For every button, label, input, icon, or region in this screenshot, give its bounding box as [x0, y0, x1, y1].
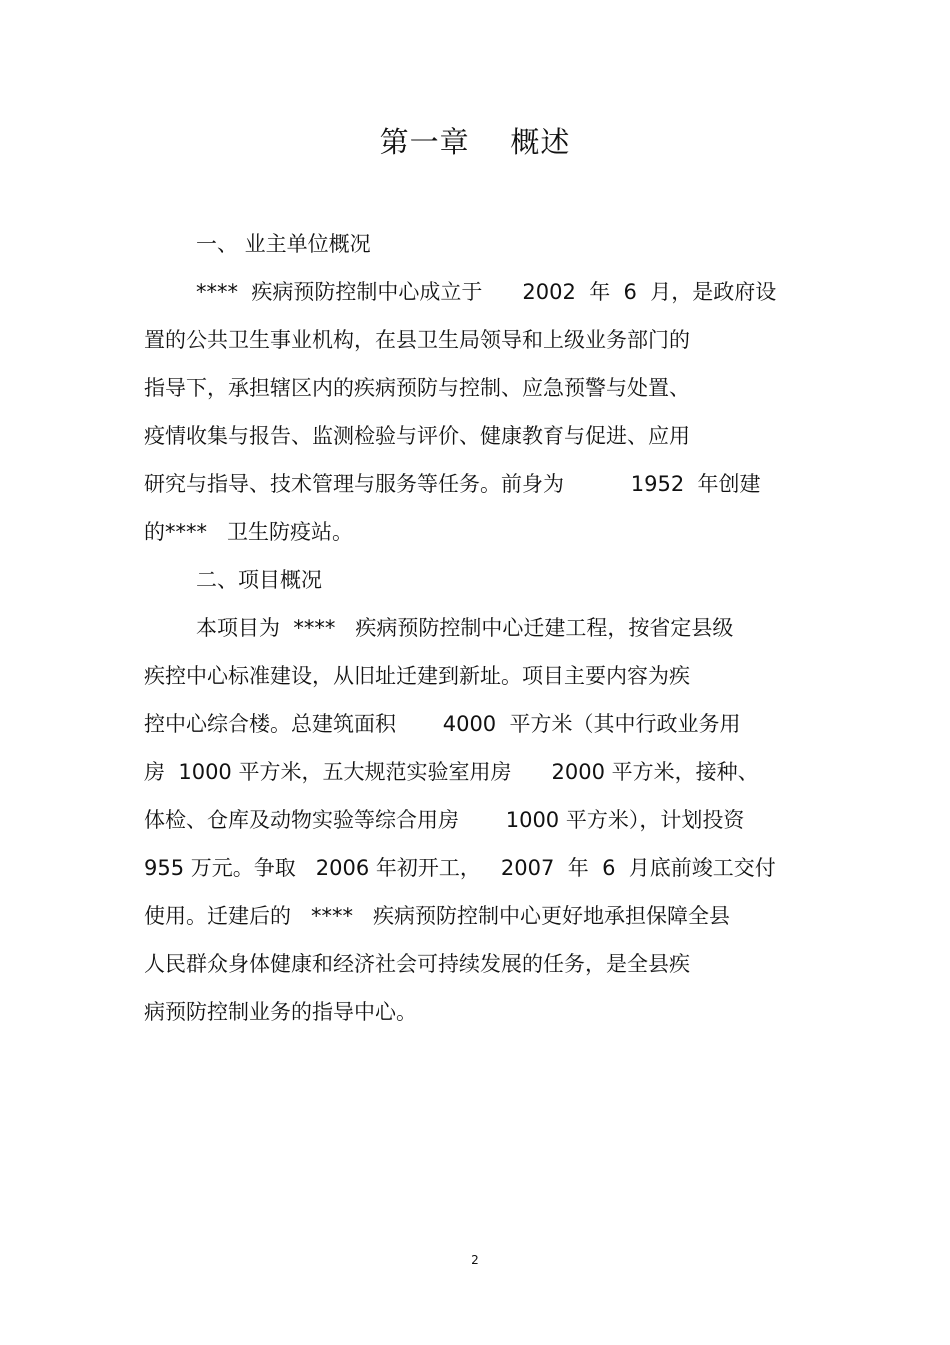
paragraph-line: **** 疾病预防控制中心成立于 2002 年 6 月，是政府设: [196, 280, 777, 304]
page-number: 2: [471, 1253, 479, 1267]
paragraph-line: 疾控中心标准建设，从旧址迁建到新址。项目主要内容为疾: [144, 664, 690, 688]
paragraph-line: 体检、仓库及动物实验等综合用房 1000 平方米），计划投资: [144, 808, 745, 832]
paragraph-line: 的**** 卫生防疫站。: [144, 520, 354, 544]
paragraph-line: 使用。迁建后的 **** 疾病预防控制中心更好地承担保障全县: [144, 904, 731, 928]
paragraph-line: 955 万元。争取 2006 年初开工， 2007 年 6 月底前竣工交付: [144, 856, 776, 880]
section-heading-owner-overview: 一、 业主单位概况: [196, 232, 371, 256]
paragraph-line: 置的公共卫生事业机构，在县卫生局领导和上级业务部门的: [144, 328, 690, 352]
paragraph-line: 指导下，承担辖区内的疾病预防与控制、应急预警与处置、: [144, 376, 690, 400]
paragraph-line: 人民群众身体健康和经济社会可持续发展的任务，是全县疾: [144, 952, 690, 976]
paragraph-line: 疫情收集与报告、监测检验与评价、健康教育与促进、应用: [144, 424, 690, 448]
paragraph-line: 病预防控制业务的指导中心。: [144, 1000, 417, 1024]
paragraph-line: 研究与指导、技术管理与服务等任务。前身为 1952 年创建: [144, 472, 761, 496]
paragraph-line: 控中心综合楼。总建筑面积 4000 平方米（其中行政业务用: [144, 712, 741, 736]
paragraph-line: 本项目为 **** 疾病预防控制中心迁建工程，按省定县级: [196, 616, 734, 640]
paragraph-line: 房 1000 平方米，五大规范实验室用房 2000 平方米，接种、: [144, 760, 759, 784]
section-heading-project-overview: 二、项目概况: [196, 568, 322, 592]
chapter-title: 第一章 概述: [379, 125, 571, 159]
